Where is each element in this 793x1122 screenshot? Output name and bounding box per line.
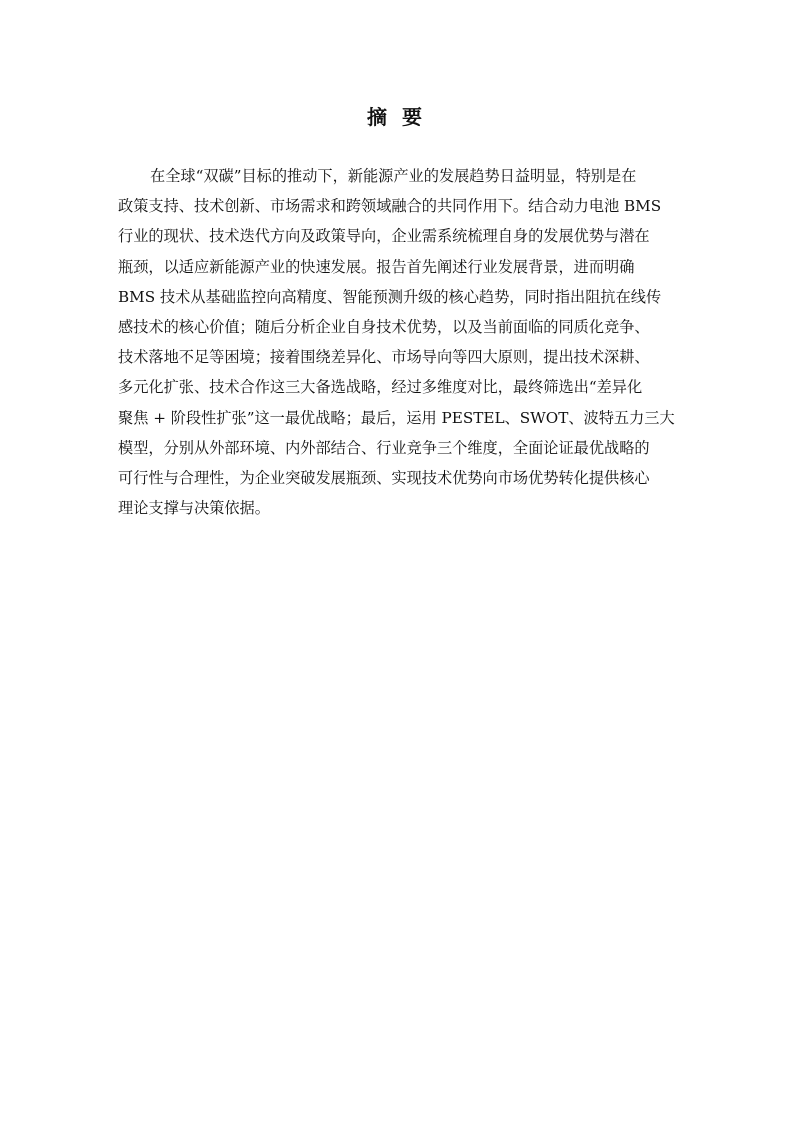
abstract-line: 感技术的核心价值；随后分析企业自身技术优势，以及当前面临的同质化竞争、	[118, 318, 650, 337]
abstract-line: BMS 技术从基础监控向高精度、智能预测升级的核心趋势，同时指出阻抗在线传	[118, 287, 662, 306]
abstract-line: 行业的现状、技术迭代方向及政策导向，企业需系统梳理自身的发展优势与潜在	[118, 227, 650, 246]
abstract-line: 多元化扩张、技术合作这三大备选战略，经过多维度对比，最终筛选出“差异化	[118, 378, 643, 397]
abstract-body	[118, 161, 675, 523]
abstract-line: 可行性与合理性，为企业突破发展瓶颈、实现技术优势向市场优势转化提供核心	[118, 469, 650, 488]
abstract-line: 聚焦 + 阶段性扩张”这一最优战略；最后，运用 PESTEL、SWOT、波特五力三大	[118, 408, 675, 427]
abstract-line: 理论支撑与决策依据。	[118, 499, 270, 518]
abstract-title: 摘 要	[367, 105, 426, 129]
abstract-line: 模型，分别从外部环境、内外部结合、行业竞争三个维度，全面论证最优战略的	[118, 438, 650, 457]
abstract-line: 瓶颈，以适应新能源产业的快速发展。报告首先阐述行业发展背景，进而明确	[118, 257, 635, 276]
abstract-line: 政策支持、技术创新、市场需求和跨领域融合的共同作用下。结合动力电池 BMS	[118, 197, 662, 216]
abstract-line: 技术落地不足等困境；接着围绕差异化、市场导向等四大原则，提出技术深耕、	[118, 348, 650, 367]
abstract-line: 在全球“双碳”目标的推动下，新能源产业的发展趋势日益明显，特别是在	[150, 167, 637, 185]
